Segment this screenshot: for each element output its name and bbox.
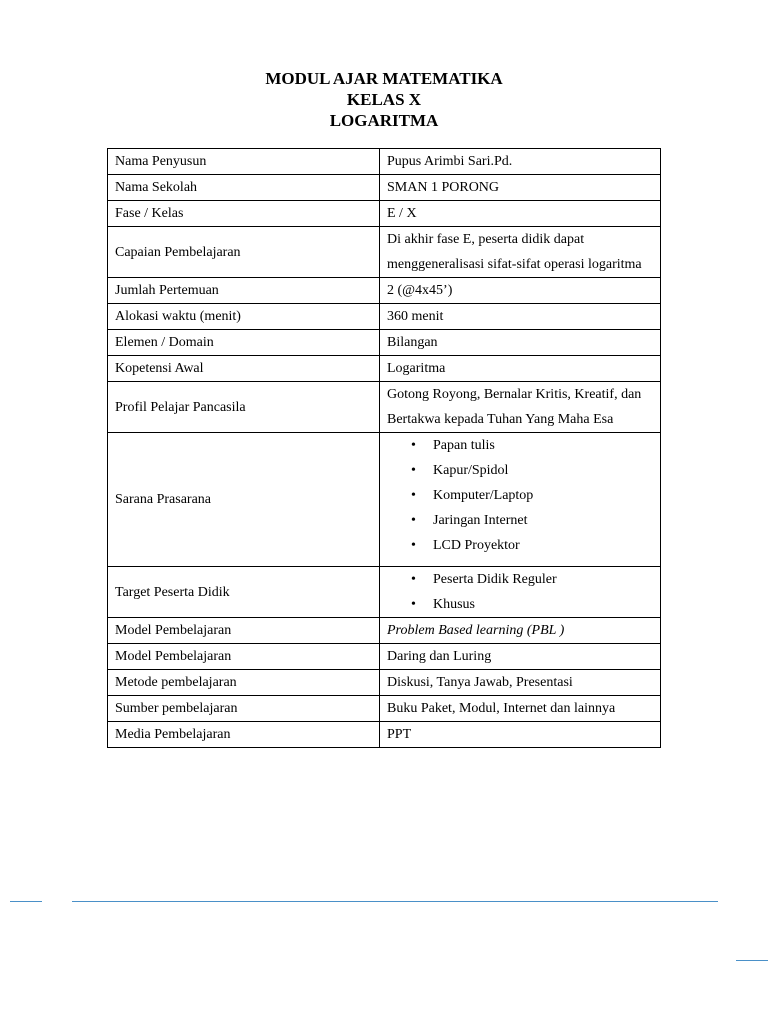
value-profil: Gotong Royong, Bernalar Kritis, Kreatif, dan Bertakwa kepada Tuhan Yang Maha Esa xyxy=(380,382,661,433)
list-item: • LCD Proyektor xyxy=(407,533,653,558)
list-item: • Komputer/Laptop xyxy=(407,483,653,508)
value-jumlah-pertemuan: 2 (@4x45’) xyxy=(380,278,661,304)
table-row-jumlah-pertemuan xyxy=(108,278,661,304)
table-row-target xyxy=(108,567,661,618)
value-model-2: Daring dan Luring xyxy=(380,644,661,670)
label-sumber: Sumber pembelajaran xyxy=(108,696,380,722)
label-model-1: Model Pembelajaran xyxy=(108,618,380,644)
label-alokasi: Alokasi waktu (menit) xyxy=(108,304,380,330)
table-row-elemen xyxy=(108,330,661,356)
value-nama-sekolah: SMAN 1 PORONG xyxy=(380,175,661,201)
list-item: • Khusus xyxy=(407,592,653,617)
value-metode: Diskusi, Tanya Jawab, Presentasi xyxy=(380,670,661,696)
value-model-1: Problem Based learning (PBL ) xyxy=(380,618,661,644)
table-row-fase-kelas xyxy=(108,201,661,227)
label-elemen: Elemen / Domain xyxy=(108,330,380,356)
value-media: PPT xyxy=(380,722,661,748)
table-row-capaian xyxy=(108,227,661,278)
footer-divider-long xyxy=(72,901,718,902)
table-row-alokasi xyxy=(108,304,661,330)
value-kopetensi: Logaritma xyxy=(380,356,661,382)
table-row-profil xyxy=(108,382,661,433)
title-line-2: KELAS X xyxy=(346,90,422,109)
list-item: • Kapur/Spidol xyxy=(407,458,653,483)
label-jumlah-pertemuan: Jumlah Pertemuan xyxy=(108,278,380,304)
list-item: • Peserta Didik Reguler xyxy=(407,567,653,592)
list-item: • Jaringan Internet xyxy=(407,508,653,533)
table-row-model-2 xyxy=(108,644,661,670)
label-nama-sekolah: Nama Sekolah xyxy=(108,175,380,201)
table-row-nama-penyusun xyxy=(108,149,661,175)
value-fase-kelas: E / X xyxy=(380,201,661,227)
module-info-table xyxy=(107,148,661,748)
target-list xyxy=(387,567,653,617)
label-sarana: Sarana Prasarana xyxy=(108,433,380,567)
value-target xyxy=(380,567,661,618)
table-row-nama-sekolah xyxy=(108,175,661,201)
sarana-list xyxy=(387,433,653,558)
label-capaian: Capaian Pembelajaran xyxy=(108,227,380,278)
footer-divider-short xyxy=(10,901,42,902)
footer-divider-right xyxy=(736,960,768,961)
table-row-sumber xyxy=(108,696,661,722)
label-kopetensi: Kopetensi Awal xyxy=(108,356,380,382)
value-alokasi: 360 menit xyxy=(380,304,661,330)
table-row-model-1 xyxy=(108,618,661,644)
table-row-kopetensi xyxy=(108,356,661,382)
label-fase-kelas: Fase / Kelas xyxy=(108,201,380,227)
value-sumber: Buku Paket, Modul, Internet dan lainnya xyxy=(380,696,661,722)
value-capaian: Di akhir fase E, peserta didik dapat menggeneralisasi sifat-sifat operasi logaritma xyxy=(380,227,661,278)
label-model-2: Model Pembelajaran xyxy=(108,644,380,670)
label-target: Target Peserta Didik xyxy=(108,567,380,618)
table-row-sarana xyxy=(108,433,661,567)
value-elemen: Bilangan xyxy=(380,330,661,356)
value-sarana xyxy=(380,433,661,567)
document-title xyxy=(0,68,768,131)
label-media: Media Pembelajaran xyxy=(108,722,380,748)
title-line-1: MODUL AJAR MATEMATIKA xyxy=(265,69,503,88)
label-metode: Metode pembelajaran xyxy=(108,670,380,696)
table-row-media xyxy=(108,722,661,748)
label-nama-penyusun: Nama Penyusun xyxy=(108,149,380,175)
title-line-3: LOGARITMA xyxy=(329,111,439,130)
value-nama-penyusun: Pupus Arimbi Sari.Pd. xyxy=(380,149,661,175)
list-item: • Papan tulis xyxy=(407,433,653,458)
table-row-metode xyxy=(108,670,661,696)
label-profil: Profil Pelajar Pancasila xyxy=(108,382,380,433)
